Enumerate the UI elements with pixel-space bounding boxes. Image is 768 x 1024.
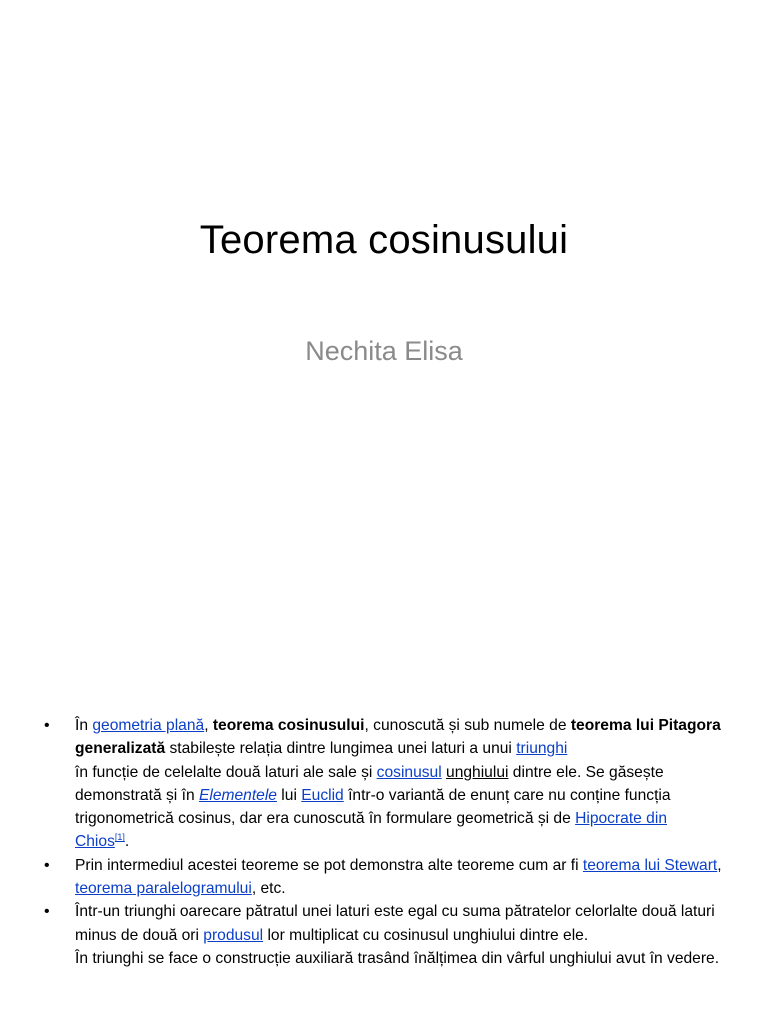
text: într-o variantă de enunț care nu conține funcția trigonometrică cosinus, dar era cunoscută în formulare geometrică și de <box>75 786 671 828</box>
bold-teorema-cosinusului: teorema cosinusului <box>212 717 365 734</box>
text-construction: În triunghi se face o construcție auxiliară trasând înălțimea din vârful unghiului avut în vedere. <box>75 949 720 967</box>
bullet-item-applications <box>44 854 724 901</box>
link-euclid[interactable]: Euclid <box>301 786 344 804</box>
slide-title: Teorema cosinusului <box>199 218 569 262</box>
text: lui <box>276 786 302 804</box>
text: , cunoscută și sub numele de <box>364 717 571 734</box>
link-triunghi[interactable]: triunghi <box>516 740 568 758</box>
reference-1-link[interactable]: [1] <box>114 832 125 843</box>
text: . <box>124 833 130 851</box>
text: Într-un triunghi oarecare pătratul unei laturi este egal cu suma pătratelor celorlalte două laturi minus de două ori <box>75 903 715 944</box>
text: stabilește relația dintre lungimea unei laturi a unui <box>165 740 517 758</box>
link-hipocrate-din-chios[interactable]: Hipocrate din Chios <box>75 810 667 851</box>
text: , <box>204 717 213 734</box>
link-elementele[interactable]: Elementele <box>198 786 277 804</box>
bullet-dot: • <box>44 903 50 921</box>
text: , etc. <box>251 880 286 898</box>
link-teorema-lui-stewart[interactable]: teorema lui Stewart <box>582 856 718 874</box>
bullet-list <box>44 714 724 970</box>
bullet-item-definition <box>44 714 724 854</box>
text: dintre ele. Se găsește demonstrată și în <box>75 763 664 804</box>
underlined-unghiului[interactable]: unghiului <box>446 763 509 781</box>
link-produsul[interactable]: produsul <box>203 926 264 944</box>
link-teorema-paralelogramului[interactable]: teorema paralelogramului <box>75 880 252 898</box>
text: lor multiplicat cu cosinusul unghiului dintre ele. <box>263 926 589 944</box>
text: în funcție de celelalte două laturi ale sale și <box>75 763 377 781</box>
text: În <box>75 717 93 734</box>
bullet-item-statement <box>44 900 724 970</box>
link-cosinusul[interactable]: cosinusul <box>376 763 442 781</box>
content-slide <box>0 700 768 1024</box>
bullet-dot: • <box>44 717 50 734</box>
text: , <box>717 856 722 874</box>
bold-teorema-pitagora: teorema lui Pitagora generalizată <box>75 717 721 758</box>
slide-subtitle: Nechita Elisa <box>305 336 463 366</box>
link-geometria-plana[interactable]: geometria plană <box>92 717 205 734</box>
bullet-dot: • <box>44 856 50 874</box>
text: Prin intermediul acestei teoreme se pot demonstra alte teoreme cum ar fi <box>75 856 583 874</box>
